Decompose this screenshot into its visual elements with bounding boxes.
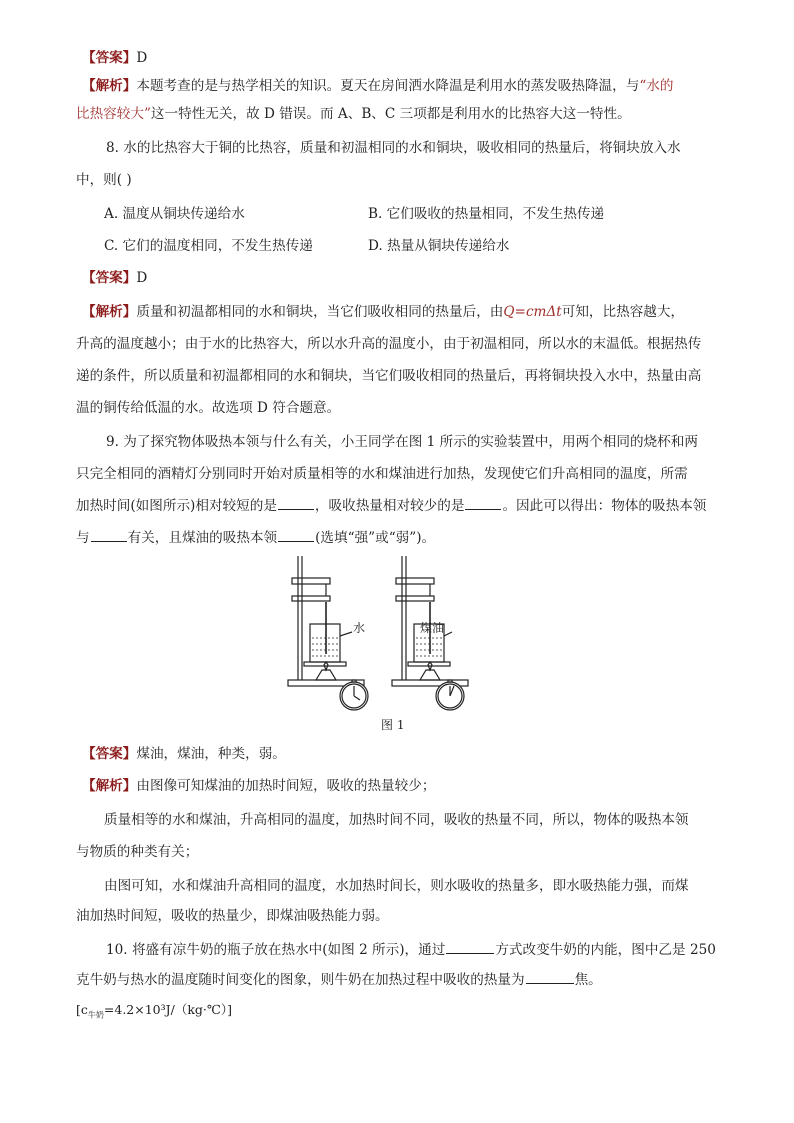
answer-blank[interactable] xyxy=(465,497,501,510)
answer-value: D xyxy=(136,50,148,66)
formula-subscript: 牛奶 xyxy=(87,1010,104,1020)
option-d: D. 热量从铜块传递给水 xyxy=(368,238,510,254)
explanation-9-line-5: 油加热时间短，吸收的热量少，即煤油吸热能力弱。 xyxy=(76,908,389,924)
explanation-7-line-2 xyxy=(76,104,631,124)
explanation-9-line-1 xyxy=(82,776,435,796)
figure-label-kerosene: 煤油 xyxy=(420,621,445,635)
answer-tag: 【答案】 xyxy=(82,746,137,762)
question-9-line-1: 9. 为了探究物体吸热本领与什么有关，小王同学在图 1 所示的实验装置中，用两个相同的烧杯和两 xyxy=(106,434,698,450)
figure-1-apparatus xyxy=(282,552,502,714)
explanation-7-line-1 xyxy=(82,76,673,96)
question-10-line-3 xyxy=(76,1000,232,1026)
formula-text: =4.2×10³J/（kg·℃）] xyxy=(103,1002,233,1017)
answer-8 xyxy=(82,268,147,288)
question-9-line-2: 只完全相同的酒精灯分别同时开始对质量相等的水和煤油进行加热，发现使它们升高相同的温度，所需 xyxy=(76,466,688,482)
explanation-8-line-3: 递的条件，所以质量和初温都相同的水和铜块，当它们吸收相同的热量后，再将铜块投入水中，热量由高 xyxy=(76,368,702,384)
question-text: ，吸收热量相对较少的是 xyxy=(314,498,465,514)
explanation-9-line-4: 由图可知，水和煤油升高相同的温度，水加热时间长，则水吸收的热量多，即水吸热能力强，而煤 xyxy=(104,878,689,894)
question-10-line-2 xyxy=(76,970,602,990)
explanation-text: 质量和初温都相同的水和铜块，当它们吸收相同的热量后，由 xyxy=(136,304,504,320)
answer-9 xyxy=(82,744,286,764)
answer-value: D xyxy=(136,270,148,286)
question-8-line-2: 中，则( ) xyxy=(76,172,132,188)
question-text: 方式改变牛奶的内能，图中乙是 250 xyxy=(495,942,716,958)
figure-caption: 图 1 xyxy=(381,718,405,732)
question-text: 10. 将盛有凉牛奶的瓶子放在热水中(如图 2 所示)，通过 xyxy=(106,942,446,958)
explanation-tag: 【解析】 xyxy=(82,78,137,94)
question-8-line-1: 8. 水的比热容大于铜的比热容，质量和初温相同的水和铜块，吸收相同的热量后，将铜块放入水 xyxy=(106,140,681,156)
explanation-tag: 【解析】 xyxy=(82,304,137,320)
formula-text: [c xyxy=(76,1002,88,1017)
option-a: A. 温度从铜块传递给水 xyxy=(104,206,245,222)
explanation-text: 这一特性无关，故 D 错误。而 A、B、C 三项都是利用水的比热容大这一特性。 xyxy=(150,106,631,122)
explanation-text: 可知，比热容越大， xyxy=(561,304,685,320)
option-c: C. 它们的温度相同，不发生热传递 xyxy=(104,238,313,254)
question-text: 克牛奶与热水的温度随时间变化的图象，则牛奶在加热过程中吸收的热量为 xyxy=(76,972,525,988)
explanation-8-line-4: 温的铜传给低温的水。故选项 D 符合题意。 xyxy=(76,400,341,416)
question-text: 加热时间(如图所示)相对较短的是 xyxy=(76,498,277,514)
explanation-tag: 【解析】 xyxy=(82,778,137,794)
answer-tag: 【答案】 xyxy=(82,50,137,66)
answer-tag: 【答案】 xyxy=(82,270,137,286)
question-text: (选填“强”或“弱”)。 xyxy=(315,530,436,546)
formula: Q=cmΔt xyxy=(503,304,562,320)
answer-7 xyxy=(82,48,147,68)
answer-blank[interactable] xyxy=(278,497,314,510)
figure-label-water: 水 xyxy=(353,621,366,635)
option-b: B. 它们吸收的热量相同，不发生热传递 xyxy=(368,206,605,222)
explanation-9-line-2: 质量相等的水和煤油，升高相同的温度，加热时间不同，吸收的热量不同，所以，物体的吸热本领 xyxy=(104,812,689,828)
explanation-text: 由图像可知煤油的加热时间短，吸收的热量较少； xyxy=(136,778,436,794)
question-text: 焦。 xyxy=(574,972,602,988)
question-text: 。因此可以得出：物体的吸热本领 xyxy=(502,498,707,514)
explanation-text: 本题考查的是与热学相关的知识。夏天在房间洒水降温是利用水的蒸发吸热降温，与 xyxy=(136,78,640,94)
question-text: 有关，且煤油的吸热本领 xyxy=(127,530,278,546)
answer-value: 煤油，煤油，种类，弱。 xyxy=(136,746,286,762)
answer-blank[interactable] xyxy=(278,529,314,542)
answer-blank[interactable] xyxy=(526,971,574,984)
explanation-9-line-3: 与物质的种类有关； xyxy=(76,844,199,860)
question-10-line-1 xyxy=(106,940,716,960)
question-9-line-4 xyxy=(76,528,435,548)
explanation-highlight: 比热容较大” xyxy=(76,106,151,122)
question-9-line-3 xyxy=(76,496,706,516)
explanation-8-line-2: 升高的温度越小；由于水的比热容大，所以水升高的温度小，由于初温相同，所以水的末温低。根据热传 xyxy=(76,336,702,352)
explanation-highlight: “水的 xyxy=(639,78,674,94)
explanation-8-line-1 xyxy=(82,302,684,322)
answer-blank[interactable] xyxy=(91,529,127,542)
question-text: 与 xyxy=(76,530,90,546)
answer-blank[interactable] xyxy=(446,941,494,954)
